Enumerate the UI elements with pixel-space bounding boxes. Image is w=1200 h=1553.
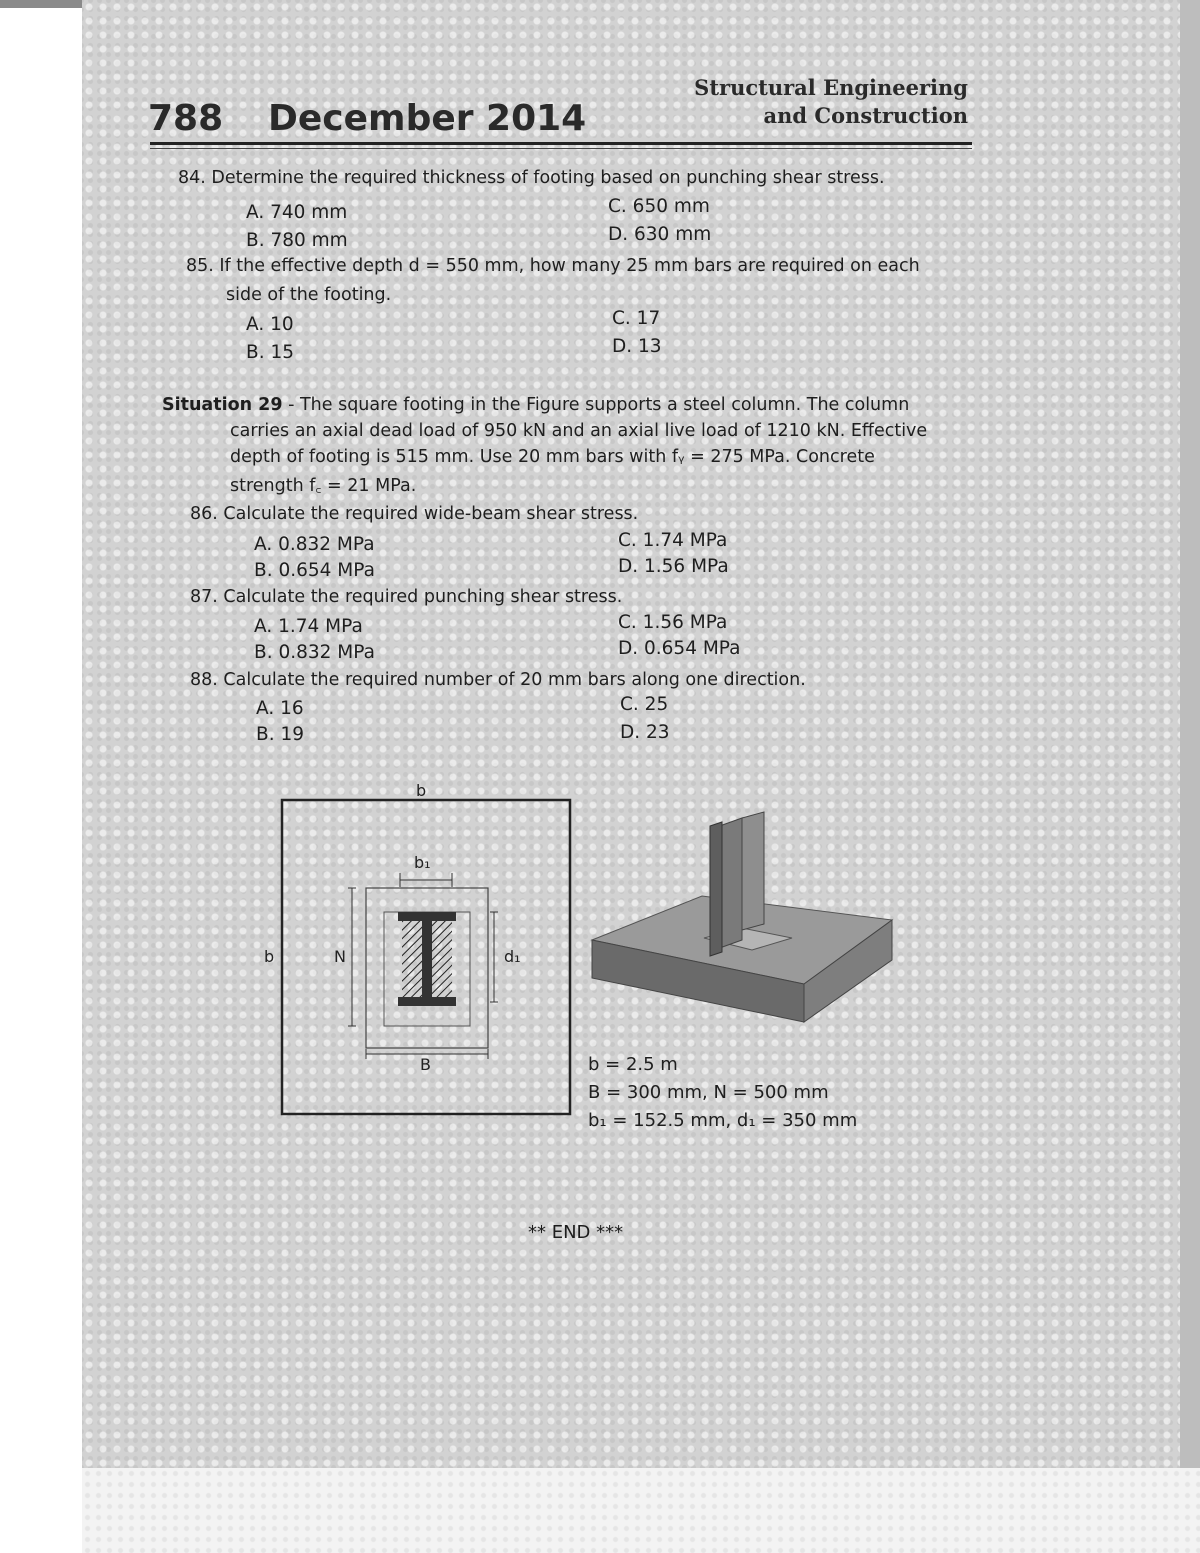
column-web bbox=[422, 921, 432, 997]
q87-option-c: C. 1.56 MPa bbox=[618, 612, 728, 633]
q88-option-b: B. 19 bbox=[256, 724, 304, 745]
situation-text-1: - The square footing in the Figure supports a steel column. The column bbox=[282, 395, 910, 415]
label-N: N bbox=[334, 947, 346, 966]
page-date: December 2014 bbox=[268, 98, 587, 139]
label-B: B bbox=[420, 1055, 431, 1074]
question-85-line2: side of the footing. bbox=[226, 285, 392, 305]
given-line-2: B = 300 mm, N = 500 mm bbox=[588, 1082, 829, 1103]
page-right-edge bbox=[1180, 0, 1200, 1468]
question-88: 88. Calculate the required number of 20 mm bars along one direction. bbox=[190, 670, 806, 690]
situation-29-line1 bbox=[162, 395, 909, 415]
situation-29-line3: depth of footing is 515 mm. Use 20 mm bars with fᵧ = 275 MPa. Concrete bbox=[230, 447, 875, 467]
column-flange-front bbox=[710, 822, 722, 956]
footing-plan-diagram bbox=[264, 778, 572, 1116]
question-84: 84. Determine the required thickness of footing based on punching shear stress. bbox=[178, 168, 885, 188]
q84-option-b: B. 780 mm bbox=[246, 230, 348, 251]
book-title-line2: and Construction bbox=[763, 103, 968, 128]
q86-option-b: B. 0.654 MPa bbox=[254, 560, 375, 581]
label-d1: d₁ bbox=[504, 947, 521, 966]
column-flange-bottom bbox=[398, 997, 456, 1006]
situation-label: Situation 29 bbox=[162, 395, 283, 415]
column-flange-back bbox=[742, 812, 764, 930]
header-rule bbox=[150, 142, 972, 145]
q87-option-b: B. 0.832 MPa bbox=[254, 642, 375, 663]
given-line-3: b₁ = 152.5 mm, d₁ = 350 mm bbox=[588, 1110, 858, 1131]
question-85-line1: 85. If the effective depth d = 550 mm, how many 25 mm bars are required on each bbox=[186, 256, 920, 276]
q84-option-d: D. 630 mm bbox=[608, 224, 712, 245]
given-line-1: b = 2.5 m bbox=[588, 1054, 678, 1075]
column-flange-top bbox=[398, 912, 456, 921]
book-title bbox=[694, 74, 968, 130]
label-b1: b₁ bbox=[414, 853, 431, 872]
q88-option-d: D. 23 bbox=[620, 722, 670, 743]
header-rule-thin bbox=[150, 148, 972, 149]
q85-option-b: B. 15 bbox=[246, 342, 294, 363]
q87-option-d: D. 0.654 MPa bbox=[618, 638, 741, 659]
label-b-left: b bbox=[264, 947, 275, 966]
footing-3d-illustration bbox=[592, 800, 892, 1022]
q85-option-c: C. 17 bbox=[612, 308, 661, 329]
question-87: 87. Calculate the required punching shear stress. bbox=[190, 587, 623, 607]
situation-29-line2: carries an axial dead load of 950 kN and an axial live load of 1210 kN. Effective bbox=[230, 421, 928, 441]
q88-option-a: A. 16 bbox=[256, 698, 304, 719]
q85-option-d: D. 13 bbox=[612, 336, 662, 357]
book-title-line1: Structural Engineering bbox=[694, 75, 968, 100]
q88-option-c: C. 25 bbox=[620, 694, 669, 715]
q84-option-c: C. 650 mm bbox=[608, 196, 710, 217]
page-number: 788 bbox=[148, 98, 224, 139]
q86-option-d: D. 1.56 MPa bbox=[618, 556, 729, 577]
situation-29-line4: strength f꜀ = 21 MPa. bbox=[230, 476, 417, 496]
q86-option-a: A. 0.832 MPa bbox=[254, 534, 375, 555]
question-86: 86. Calculate the required wide-beam shear stress. bbox=[190, 504, 639, 524]
q84-option-a: A. 740 mm bbox=[246, 202, 348, 223]
label-b-top: b bbox=[416, 781, 427, 800]
q86-option-c: C. 1.74 MPa bbox=[618, 530, 728, 551]
q85-option-a: A. 10 bbox=[246, 314, 294, 335]
q87-option-a: A. 1.74 MPa bbox=[254, 616, 363, 637]
end-marker: ** END *** bbox=[528, 1222, 624, 1243]
page-bottom-margin bbox=[82, 1468, 1200, 1553]
